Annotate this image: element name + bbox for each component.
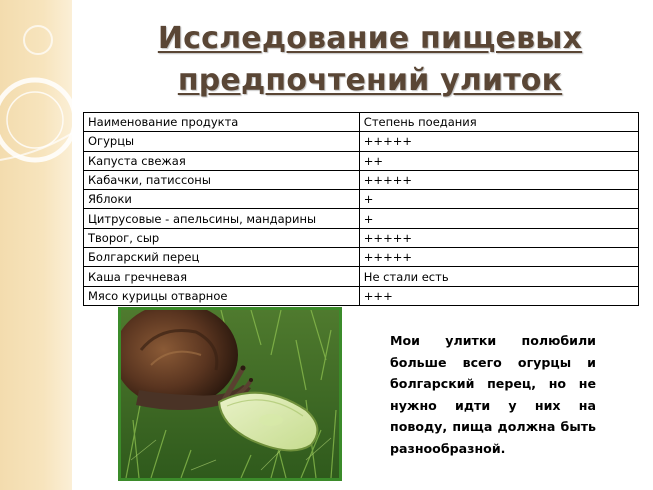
degree-cell: +++++ [359,228,638,247]
product-cell: Болгарский перец [84,248,360,267]
left-decor-strip [0,0,72,490]
degree-cell: +++++ [359,170,638,189]
snail-photo [118,307,342,481]
product-cell: Цитрусовые - апельсины, мандарины [84,209,360,228]
header-product: Наименование продукта [84,113,360,132]
product-cell: Огурцы [84,132,360,151]
table-row [84,248,639,267]
table-header-row [84,113,639,132]
slide-title [120,18,620,102]
product-cell: Яблоки [84,190,360,209]
product-cell: Капуста свежая [84,151,360,170]
conclusion-text: Мои улитки полюбили больше всего огурцы и болгарский перец, но не нужно идти у них на поводу, пища должна быть разнообразной. [390,333,596,456]
degree-cell: + [359,209,638,228]
title-line-2: предпочтений улиток [177,63,563,98]
degree-cell: Не стали есть [359,267,638,286]
food-preference-table [83,112,639,306]
snail-eating-cucumber-image [121,310,339,478]
degree-cell: +++++ [359,132,638,151]
product-cell: Кабачки, патиссоны [84,170,360,189]
title-line-1: Исследование пищевых [157,21,583,56]
table-row [84,286,639,305]
degree-cell: +++ [359,286,638,305]
table-row [84,267,639,286]
header-degree: Степень поедания [359,113,638,132]
product-cell: Каша гречневая [84,267,360,286]
product-cell: Творог, сыр [84,228,360,247]
table-row [84,170,639,189]
product-cell: Мясо курицы отварное [84,286,360,305]
table-row [84,209,639,228]
table-row [84,228,639,247]
table-row [84,190,639,209]
degree-cell: ++ [359,151,638,170]
table-row [84,151,639,170]
table-row [84,132,639,151]
degree-cell: +++++ [359,248,638,267]
degree-cell: + [359,190,638,209]
